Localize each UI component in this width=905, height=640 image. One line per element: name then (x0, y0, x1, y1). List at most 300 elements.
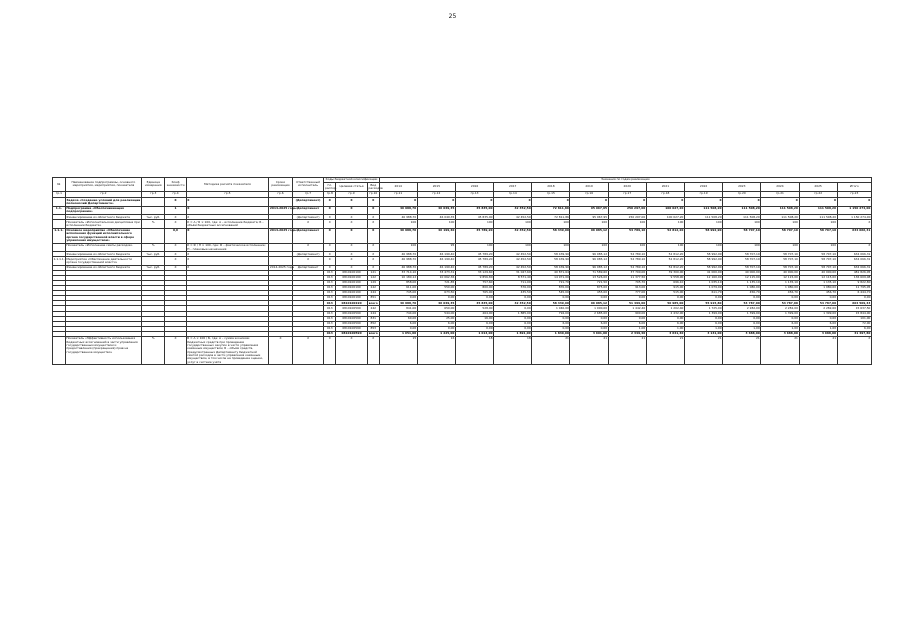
table-cell: 121 (367, 270, 379, 275)
table-cell: 111 508,20 (684, 215, 722, 220)
table-cell: 52 812,20 (646, 252, 684, 257)
table-cell: 1 399,00 (761, 311, 799, 316)
table-cell: 100 (608, 220, 646, 228)
table-cell: 45 789,20 (455, 228, 493, 243)
table-cell (53, 243, 66, 251)
table-cell: % (142, 220, 165, 228)
table-row (53, 243, 872, 251)
table-cell: 58 439,90 (532, 257, 570, 265)
table-cell: 6,00 (455, 321, 493, 326)
table-cell: 1 (165, 206, 186, 214)
table-cell: 2 432,00 (646, 311, 684, 316)
table-cell: 858,00 (379, 281, 417, 286)
table-cell: 18 (455, 336, 493, 364)
table-cell: 58 707,10 (799, 257, 837, 265)
table-cell: 777,00 (608, 291, 646, 296)
table-cell: 013 (324, 270, 336, 275)
table-cell: X (336, 206, 368, 214)
table-cell: X (292, 243, 324, 251)
table-cell: X (292, 220, 324, 228)
table-cell: 46 049,35 (417, 301, 455, 306)
table-cell: X (186, 206, 269, 214)
header-coef: Коэф значимости (165, 178, 186, 192)
table-cell: X (837, 336, 871, 364)
table-cell: 550,00 (417, 286, 455, 291)
table-cell: 31 047,60 (494, 270, 532, 275)
table-cell: 58 707,10 (761, 252, 799, 257)
header-budget-type: Вид расходов (368, 182, 383, 190)
table-cell: 242 (367, 286, 379, 291)
table-cell: 6,00 (723, 321, 761, 326)
table-cell: 100 (570, 220, 608, 228)
table-cell: 1,00 (761, 326, 799, 331)
table-cell (142, 198, 165, 206)
table-cell: 72 811,86 (532, 206, 570, 214)
column-index: гр.11 (379, 191, 417, 198)
table-cell: 100 (455, 220, 493, 228)
table-cell: 0810100190 (336, 296, 368, 301)
table-cell: 0,00 (379, 296, 417, 301)
table-cell: 52 812,20 (646, 265, 684, 270)
table-cell: 1.1.1.1. (53, 257, 66, 265)
table-cell: 1 150 274,00 (837, 206, 871, 214)
table-cell: 0810100190 (336, 270, 368, 275)
table-cell: 013 (324, 316, 336, 321)
table-cell: 58 439,90 (532, 252, 570, 257)
table-cell: 72,00 (837, 321, 871, 326)
table-cell: 0,00 (799, 316, 837, 321)
table-cell: 46 988,70 (379, 228, 417, 243)
table-cell: X (165, 257, 186, 265)
column-index: гр.23 (837, 191, 871, 198)
table-cell: 013 (324, 281, 336, 286)
table-cell: 9 856,80 (455, 276, 493, 281)
table-cell: X (336, 228, 368, 243)
table-cell: 634 066,31 (837, 265, 871, 270)
table-cell: 721,50 (570, 281, 608, 286)
table-cell: 45 789,20 (455, 252, 493, 257)
column-index: гр.13 (455, 191, 493, 198)
table-cell: 100 (761, 243, 799, 251)
table-cell: 0810100190 (336, 276, 368, 281)
table-cell: 576,00 (494, 286, 532, 291)
table-cell: 31 497,80 (837, 331, 871, 336)
table-cell: X (336, 220, 368, 228)
table-cell: 10 180,12 (379, 276, 417, 281)
table-cell: 3 641,40 (646, 331, 684, 336)
table-cell: 96 085,12 (570, 257, 608, 265)
table-cell: 71 589,60 (570, 270, 608, 275)
table-cell: X (324, 198, 336, 206)
table-cell: 46 049,35 (417, 215, 455, 220)
table-cell: 15 (379, 336, 417, 364)
header-executor: Ответственный исполнитель (292, 178, 324, 192)
column-index: гр.19 (684, 191, 722, 198)
table-cell: 851 (367, 296, 379, 301)
table-cell: 1.1.1. (53, 228, 66, 243)
table-cell: 0,00 (417, 326, 455, 331)
table-cell: 1 150 274,00 (837, 215, 871, 220)
table-cell: 40 000,00 (799, 270, 837, 275)
table-cell: 21 (684, 336, 722, 364)
table-cell: X (379, 198, 417, 206)
header-budget-target: Целевая статья (336, 183, 368, 191)
table-cell: 50 985,00 (646, 301, 684, 306)
table-cell: 456,70 (799, 291, 837, 296)
table-cell: 21 (799, 336, 837, 364)
table-cell: 21 (761, 336, 799, 364)
table-cell: 800,00 (455, 286, 493, 291)
table-cell: 0,00 (761, 296, 799, 301)
table-row (53, 220, 872, 228)
table-cell: 95 (417, 243, 455, 251)
table-cell: 1,00 (723, 326, 761, 331)
table-cell: 11 377,50 (608, 276, 646, 281)
table-cell: X (367, 220, 379, 228)
table-cell: 1,00 (608, 326, 646, 331)
table-cell: 100 (646, 220, 684, 228)
table-cell: 013 (324, 311, 336, 316)
column-index: гр.17 (608, 191, 646, 198)
table-cell: X (165, 252, 186, 257)
table-cell: 58 707,10 (723, 228, 761, 243)
header-year: 2024 (761, 183, 799, 191)
table-cell: Финансирование из областного бюджета (65, 252, 141, 257)
table-cell: Показатель «Эффективность использования бюджетных ассигнований в части управления государственным имуществом и предоставления (прекращения) прав на государственное имущество» (65, 336, 141, 364)
table-cell: 0,00 (646, 316, 684, 321)
table-cell: 242 (367, 306, 379, 311)
table-cell: 25,00 (417, 316, 455, 321)
table-cell: 6,00 (608, 321, 646, 326)
table-cell: 101,00 (837, 316, 871, 321)
table-cell: 100 027,20 (646, 206, 684, 214)
table-cell: 0,00 (684, 296, 722, 301)
table-cell: 2 282,00 (723, 306, 761, 311)
table-cell: 58 707,10 (761, 228, 799, 243)
table-cell: 1 399,00 (684, 311, 722, 316)
table-cell: 33 714,10 (379, 270, 417, 275)
table-cell: 634 066,31 (837, 228, 871, 243)
table-cell: 58 707,10 (723, 265, 761, 270)
table-cell: 58 992,90 (684, 252, 722, 257)
table-cell: % (142, 336, 165, 364)
table-cell: 1 079,00 (684, 286, 722, 291)
table-cell: 757,60 (455, 281, 493, 286)
table-cell: 46 988,70 (379, 257, 417, 265)
table-cell: 58 707,10 (761, 265, 799, 270)
table-cell: 6,00 (532, 321, 570, 326)
header-unit: Единица измерения (142, 178, 165, 192)
table-cell: 0,00 (494, 316, 532, 321)
table-cell: 2014-2025 годы (269, 265, 295, 270)
table-cell: 41 000,00 (684, 270, 722, 275)
table-cell (269, 257, 292, 265)
table-cell: 634 066,31 (837, 252, 871, 257)
table-cell: 58 707,10 (799, 228, 837, 243)
table-cell: 1 080,00 (799, 286, 837, 291)
table-cell: 95 967,95 (570, 206, 608, 214)
table-cell: 100 (684, 220, 722, 228)
table-cell: 0,00 (532, 316, 570, 321)
table-cell: Показатель «Исполнение сметы расходов» (65, 243, 141, 251)
table-cell: 634 066,31 (837, 257, 871, 265)
table-cell: 40 000,00 (761, 270, 799, 275)
table-cell: 1.1. (53, 206, 66, 214)
table-cell: 14 971,00 (532, 276, 570, 281)
table-cell: 794,00 (532, 311, 570, 316)
table-cell: 841,00 (379, 306, 417, 311)
table-cell: 1 442,40 (608, 306, 646, 311)
table-cell: (Департамент) (292, 198, 324, 206)
table-cell: 875,00 (570, 286, 608, 291)
column-index: гр.18 (646, 191, 684, 198)
table-cell: 544,00 (417, 311, 455, 316)
table-cell: 464,00 (455, 311, 493, 316)
table-cell: 611,00 (379, 286, 417, 291)
table-cell: 1 080,00 (723, 286, 761, 291)
table-cell: X (324, 220, 336, 228)
table-cell: X (367, 206, 379, 214)
table-cell: Б = А × 100 / Б, где: А – сумма экономии бюджетных средств при проведении государственных закупок в части управления казённым имуществом; Б – объём средств, предусмотренных Департаменту бюджетной сметой расходов в части управления казённым имуществом, в том числе на проведение оценки, услуг в системе учёта (186, 336, 269, 364)
table-cell: 0810100590 (336, 331, 368, 336)
table-cell: X (336, 257, 368, 265)
table-cell: X (367, 215, 379, 220)
table-cell: X (723, 198, 761, 206)
table-cell: 13 526,00 (570, 276, 608, 281)
table-cell: 3 131,00 (684, 331, 722, 336)
column-index: гр.3 (142, 191, 165, 198)
header-year: 2022 (684, 183, 722, 191)
header-method: Методика расчёта показателя (186, 178, 269, 192)
table-cell: Основное мероприятие «Обеспечение исполнения функций исполнительного органа государственной власти в сфере управления имуществом» (65, 228, 141, 243)
table-cell: 0,00 (417, 296, 455, 301)
table-cell: 58 707,10 (723, 252, 761, 257)
table-cell: X (570, 198, 608, 206)
table-cell: X (186, 228, 269, 243)
table-cell: 456,70 (723, 291, 761, 296)
column-index: гр.10 (367, 191, 379, 198)
table-cell: 0,00 (837, 296, 871, 301)
table-cell: 0,00 (455, 296, 493, 301)
table-cell: Департамент (292, 228, 324, 243)
table-cell: 100 (494, 220, 532, 228)
table-cell: 013 (324, 326, 336, 331)
table-cell: 6,00 (646, 321, 684, 326)
table-cell: 100 (799, 220, 837, 228)
table-cell: 54 789,10 (608, 228, 646, 243)
table-cell: 100 (379, 243, 417, 251)
table-cell: X (324, 228, 336, 243)
table-cell: X (367, 257, 379, 265)
table-cell: 10 062,36 (417, 276, 455, 281)
table-cell: 0,00 (379, 326, 417, 331)
header-budget-gr: Гл. распор. (325, 182, 337, 190)
table-cell: 58 439,90 (532, 301, 570, 306)
table-cell: 46 988,70 (379, 252, 417, 257)
table-cell: 72 811,86 (532, 215, 570, 220)
table-cell: X (165, 215, 186, 220)
table-cell: 0,00 (494, 306, 532, 311)
table-cell: X (186, 198, 269, 206)
table-cell: 58 707,10 (761, 257, 799, 265)
header-year: 2016 (455, 183, 493, 191)
table-cell: 100 (684, 243, 722, 251)
table-cell: 33 129,60 (455, 270, 493, 275)
table-cell: 2014-2025 годы (269, 206, 292, 214)
table-cell: 6,00 (761, 321, 799, 326)
table-cell: 52 812,20 (646, 228, 684, 243)
table-cell: 15 844,00 (837, 311, 871, 316)
table-cell: X (186, 215, 269, 220)
table-cell: 528,00 (455, 306, 493, 311)
table-cell: X (336, 252, 368, 257)
table-cell: 1 000,00 (570, 306, 608, 311)
table-cell: X (324, 265, 336, 270)
table-cell: 51 499,00 (608, 301, 646, 306)
table-cell: 745,00 (379, 291, 417, 296)
table-cell: Финансирование из областного бюджета (65, 265, 141, 270)
table-cell: 100 (494, 243, 532, 251)
table-cell: X (186, 265, 269, 270)
table-cell: 2 685,00 (570, 311, 608, 316)
table-cell: 8 571,40 (494, 276, 532, 281)
table-cell: 42 452,50 (494, 206, 532, 214)
table-cell: 6,00 (570, 321, 608, 326)
table-cell: 37 700,00 (608, 270, 646, 275)
table-cell: 0,00 (646, 296, 684, 301)
table-cell: 0,00 (799, 296, 837, 301)
table-cell (142, 206, 165, 214)
table-cell: X (165, 265, 186, 270)
header-year: 2017 (494, 183, 532, 191)
table-cell: 100 (532, 220, 570, 228)
table-cell: X (324, 257, 336, 265)
table-cell: 244 (367, 311, 379, 316)
table-cell: Департамент (292, 206, 324, 214)
header-total: Итого (837, 183, 871, 191)
table-row (53, 257, 872, 265)
column-index: гр.22 (799, 191, 837, 198)
table-cell: 673,50 (417, 291, 455, 296)
table-cell: 54 787,00 (723, 301, 761, 306)
table-cell: X (837, 198, 871, 206)
table-cell: К = Ф / П × 100, где: Ф – фактическое исполнение; П – плановые назначения (186, 243, 269, 251)
table-cell: 96 085,12 (570, 252, 608, 257)
table-cell: 545,00 (532, 291, 570, 296)
table-cell: 1 135,10 (799, 281, 837, 286)
table-cell: 100 (417, 220, 455, 228)
table-cell: 40 000,00 (723, 270, 761, 275)
table-cell: X (269, 336, 292, 364)
table-cell: 1 135,10 (761, 281, 799, 286)
table-cell: всего (368, 330, 378, 335)
header-values-by-year: Значения по годам реализации (379, 178, 871, 183)
table-cell: 6 444,70 (837, 291, 871, 296)
table-body (53, 198, 872, 365)
column-index: гр.5 (186, 191, 269, 198)
header-year: 2025 (799, 183, 837, 191)
table-cell: 650,00 (417, 306, 455, 311)
table-cell: 16 (417, 336, 455, 364)
table-cell: 0,00 (723, 296, 761, 301)
table-cell: 711,00 (494, 281, 532, 286)
table-cell: X (455, 198, 493, 206)
table-cell: Мероприятие «Обеспечение деятельности органа государственной власти» (65, 257, 141, 265)
table-cell: X (186, 252, 269, 257)
table-cell: 1 035,10 (684, 281, 722, 286)
table-cell: 013 (324, 301, 336, 306)
column-index: гр.6 (269, 191, 292, 198)
table-cell: 136 609,08 (837, 276, 871, 281)
table-cell: 013 (324, 286, 336, 291)
table-cell: 111 508,20 (723, 215, 761, 220)
table-cell: тыс. руб. (142, 265, 165, 270)
column-index: гр.2 (65, 191, 141, 198)
table-cell: 250 297,00 (608, 215, 646, 220)
table-cell: 100 (608, 243, 646, 251)
table-cell: 54 787,00 (761, 301, 799, 306)
table-cell: 013 (324, 306, 336, 311)
table-cell: 0810100190 (336, 281, 368, 286)
table-cell: X (837, 243, 871, 251)
table-cell: 0,00 (570, 326, 608, 331)
table-cell: 52 812,20 (646, 257, 684, 265)
table-cell: X (324, 206, 336, 214)
table-cell: 0,00 (723, 316, 761, 321)
table-cell: 46 049,35 (417, 206, 455, 214)
table-cell: 46 199,40 (417, 257, 455, 265)
table-cell: X (324, 243, 336, 251)
table-cell: 45 789,20 (455, 265, 493, 270)
table-cell: 96 085,12 (570, 301, 608, 306)
table-cell: X (292, 336, 324, 364)
table-cell: тыс. руб. (142, 215, 165, 220)
table-cell: 100 (532, 243, 570, 251)
table-cell: 6,00 (799, 321, 837, 326)
table-cell: 2014-2025 годы (269, 228, 292, 243)
table-cell: 42 452,50 (494, 252, 532, 257)
header-budget-codes: Коды бюджетной классификации (325, 177, 378, 182)
table-cell: 013 (324, 321, 336, 326)
table-cell: X (367, 252, 379, 257)
table-cell: 12 115,00 (723, 276, 761, 281)
table-cell: 0810100190 (336, 301, 368, 306)
table-cell: X (165, 220, 186, 228)
table-cell: 0,00 (494, 296, 532, 301)
table-cell: 46 199,40 (417, 265, 455, 270)
table-cell: 54 787,00 (799, 301, 837, 306)
table-cell: 54 789,10 (608, 265, 646, 270)
column-index: гр.8 (324, 191, 336, 198)
program-table-sheet (52, 177, 872, 365)
table-cell: 100 (570, 243, 608, 251)
table-cell: 1 725,00 (684, 306, 722, 311)
table-cell: 481 826,05 (837, 270, 871, 275)
table-cell: 12 160,00 (684, 276, 722, 281)
header-num: № (53, 178, 66, 192)
table-cell: 58 992,90 (684, 228, 722, 243)
table-cell: 6,00 (837, 326, 871, 331)
table-cell: 58 992,90 (684, 257, 722, 265)
table-cell: 96 085,12 (570, 228, 608, 243)
table-cell: 013 (324, 296, 336, 301)
table-cell: 455,00 (570, 291, 608, 296)
table-cell: 744,00 (379, 311, 417, 316)
table-cell: 1 040,00 (532, 306, 570, 311)
table-cell: 111 508,20 (761, 206, 799, 214)
table-cell: X (324, 336, 336, 364)
table-cell: 111 508,20 (799, 206, 837, 214)
